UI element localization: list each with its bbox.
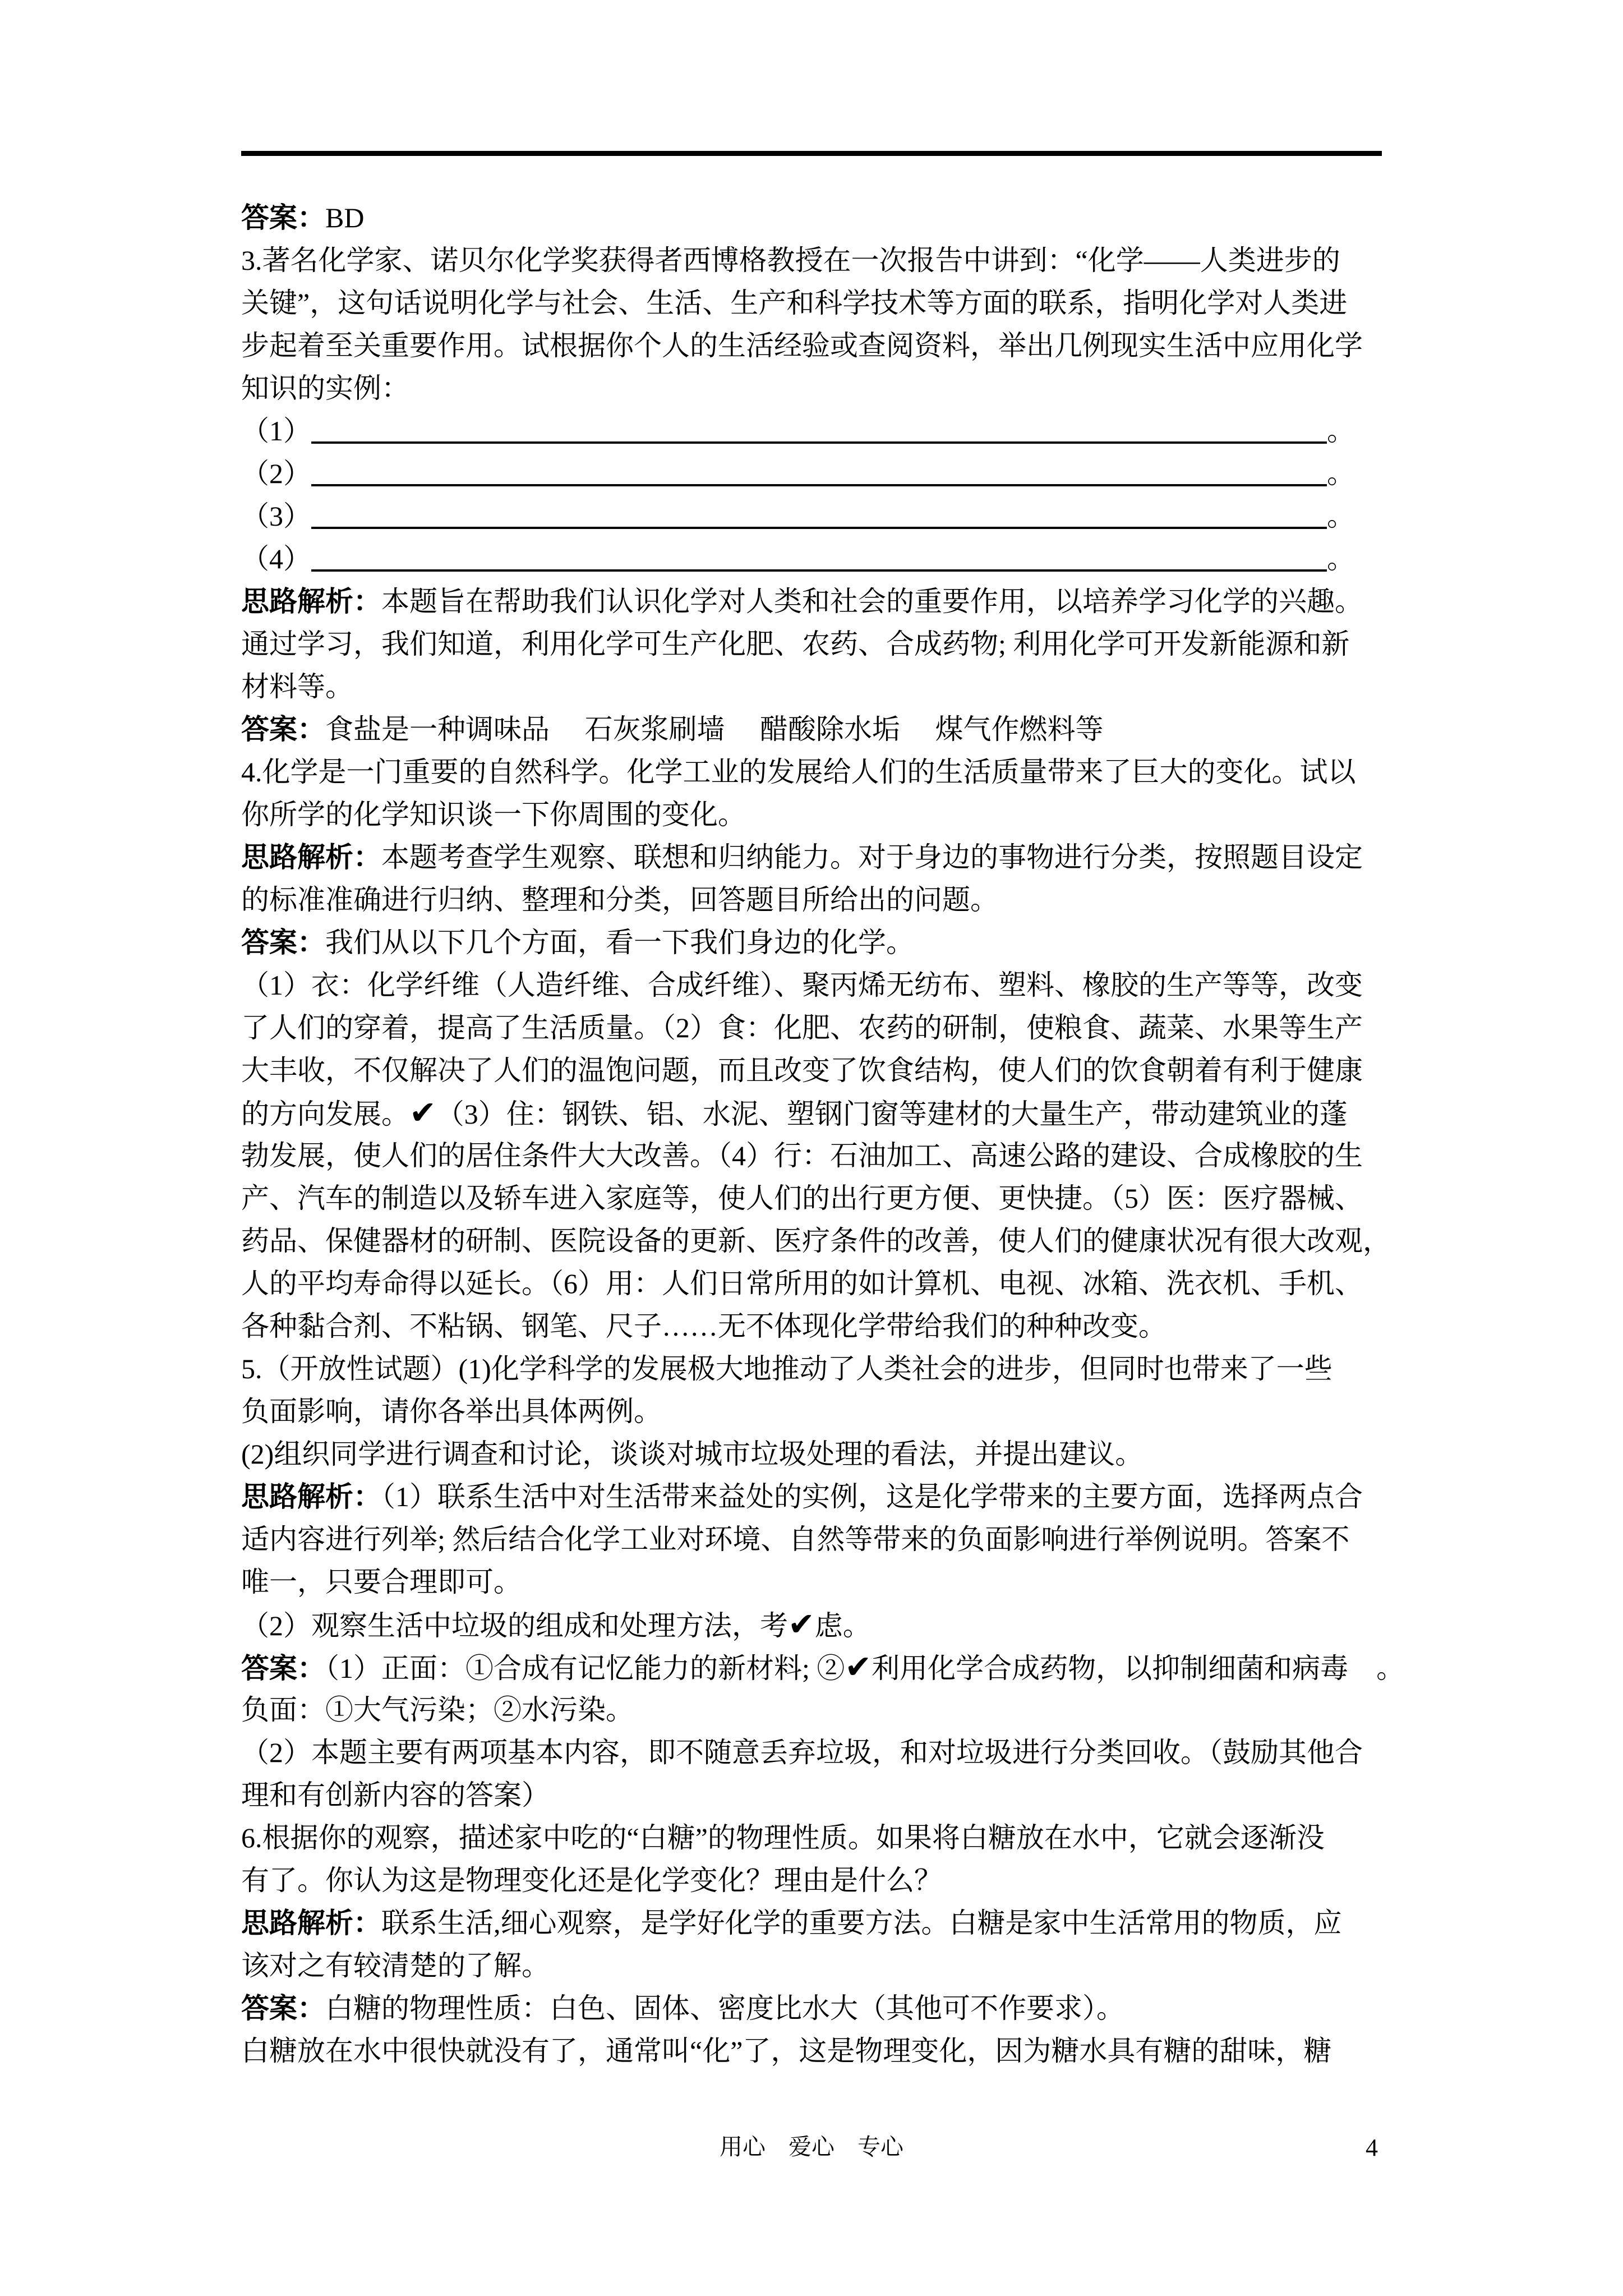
text-line: 白糖放在水中很快就没有了，通常叫“化”了，这是物理变化，因为糖水具有糖的甜味，糖 [241,2035,1332,2067]
text-line: 通过学习，我们知道，利用化学可生产化肥、农药、合成药物; 利用化学可开发新能源和新 [241,628,1350,660]
text-line: 人的平均寿命得以延长。（6）用：人们日常所用的如计算机、电视、冰箱、洗衣机、手机、 [241,1268,1363,1299]
blank-suffix: 。 [1327,500,1355,532]
fill-in-blank-row [241,452,1382,495]
text-line: 产、汽车的制造以及轿车进入家庭等，使人们的出行更方便、更快捷。（5）医：医疗器械、 [241,1182,1363,1214]
fill-in-blank-row [241,537,1382,580]
text-line: 负面影响，请你各举出具体两例。 [241,1396,662,1427]
fill-in-blank-row [241,495,1382,537]
text-line: 思路解析：联系生活,细心观察，是学好化学的重要方法。白糖是家中生活常用的物质，应 [241,1907,1342,1939]
text-line: 5.（开放性试题）(1)化学科学的发展极大地推动了人类社会的进步，但同时也带来了一些 [241,1353,1332,1384]
text-line: （2）本题主要有两项基本内容，即不随意丢弃垃圾，和对垃圾进行分类回收。（鼓励其他合 [241,1737,1363,1768]
text-line: 勃发展，使人们的居住条件大大改善。（4）行：石油加工、高速公路的建设、合成橡胶的生 [241,1140,1363,1171]
text-line: 各种黏合剂、不粘锅、钢笔、尺子……无不体现化学带给我们的种种改变。 [241,1310,1166,1342]
fill-in-blank-underline [311,495,1327,529]
text-line: (2)组织同学进行调查和讨论，谈谈对城市垃圾处理的看法，并提出建议。 [241,1438,1144,1470]
check-mark-icon: ✔ [788,1606,815,1643]
blank-label: （1） [241,415,311,447]
text-line: 大丰收，不仅解决了人们的温饱问题，而且改变了饮食结构，使人们的饮食朝着有利于健康 [241,1055,1363,1086]
page-footer: 用心 爱心 专心 [720,2134,903,2160]
text-line: 3.著名化学家、诺贝尔化学奖获得者西博格教授在一次报告中讲到：“化学——人类进步的 [241,245,1340,276]
text-line: 了人们的穿着，提高了生活质量。（2）食：化肥、农药的研制，使粮食、蔬菜、水果等生产 [241,1012,1363,1043]
text-line: （1）衣：化学纤维（人造纤维、合成纤维）、聚丙烯无纺布、塑料、橡胶的生产等等，改变 [241,969,1363,1001]
text-line: 步起着至关重要作用。试根据你个人的生活经验或查阅资料，举出几例现实生活中应用化学 [241,330,1363,361]
text-line: 有了。你认为这是物理变化还是化学变化？理由是什么？ [241,1865,942,1896]
text-line: 4.化学是一门重要的自然科学。化学工业的发展给人们的生活质量带来了巨大的变化。试以 [241,756,1356,788]
blank-suffix: 。 [1327,415,1355,447]
text-line: 适内容进行列举; 然后结合化学工业对环境、自然等带来的负面影响进行举例说明。答案不 [241,1524,1350,1555]
fill-in-blank-underline [311,452,1327,486]
blank-label: （4） [241,543,311,574]
text-line: 负面：①大气污染；②水污染。 [241,1694,634,1726]
blank-label: （2） [241,458,311,489]
fill-in-blank-underline [311,537,1327,572]
header-rule [241,151,1382,156]
fill-in-blank-underline [311,409,1327,444]
blank-suffix: 。 [1327,543,1355,574]
text-line: （2）观察生活中垃圾的组成和处理方法，考✔虑。 [241,1606,871,1643]
text-line: 该对之有较清楚的了解。 [241,1950,550,1981]
bold-prefix: 答案： [241,202,325,233]
text-line: 思路解析：（1）联系生活中对生活带来益处的实例，这是化学带来的主要方面，选择两点合 [241,1481,1363,1512]
bold-prefix: 思路解析： [241,1907,381,1939]
text-line: 理和有创新内容的答案） [241,1779,550,1811]
text-line: 关键”，这句话说明化学与社会、生活、生产和科学技术等方面的联系，指明化学对人类进 [241,287,1348,319]
check-mark-icon: ✔ [409,1094,436,1131]
text-line: 知识的实例： [241,372,409,404]
text-line: 思路解析：本题考查学生观察、联想和归纳能力。对于身边的事物进行分类，按照题目设定 [241,841,1363,873]
bold-prefix: 思路解析： [241,1481,381,1512]
bold-prefix: 思路解析： [241,841,381,873]
text-line: 答案：我们从以下几个方面，看一下我们身边的化学。 [241,927,914,958]
text-line: 的标准准确进行归纳、整理和分类，回答题目所给出的问题。 [241,884,998,915]
bold-prefix: 答案： [241,1653,325,1684]
bold-prefix: 答案： [241,927,325,958]
text-line: 思路解析：本题旨在帮助我们认识化学对人类和社会的重要作用，以培养学习化学的兴趣。 [241,586,1363,617]
text-line: 答案：BD [241,202,365,233]
text-line: 材料等。 [241,671,353,702]
bold-prefix: 思路解析： [241,586,381,617]
text-line: 答案：食盐是一种调味品 石灰浆刷墙 醋酸除水垢 煤气作燃料等 [241,714,1104,745]
check-mark-icon: ✔ [845,1649,872,1686]
blank-suffix: 。 [1327,458,1355,489]
page-number: 4 [1366,2134,1378,2161]
text-line: 药品、保健器材的研制、医院设备的更新、医疗条件的改善，使人们的健康状况有很大改观， [241,1225,1391,1257]
text-line: 答案：（1）正面：①合成有记忆能力的新材料; ②✔利用化学合成药物，以抑制细菌和病毒 。 [241,1649,1405,1686]
text-line: 你所学的化学知识谈一下你周围的变化。 [241,799,746,830]
fill-in-blank-row [241,409,1382,452]
bold-prefix: 答案： [241,1993,325,2024]
text-line: 的方向发展。✔（3）住：钢铁、铝、水泥、塑钢门窗等建材的大量生产，带动建筑业的蓬 [241,1094,1348,1131]
text-line: 6.根据你的观察，描述家中吃的“白糖”的物理性质。如果将白糖放在水中，它就会逐渐没 [241,1822,1325,1853]
text-line: 唯一，只要合理即可。 [241,1566,522,1598]
document-body [241,196,1405,2072]
blank-label: （3） [241,500,311,532]
text-line: 答案：白糖的物理性质：白色、固体、密度比水大（其他可不作要求）。 [241,1993,1124,2024]
bold-prefix: 答案： [241,714,325,745]
